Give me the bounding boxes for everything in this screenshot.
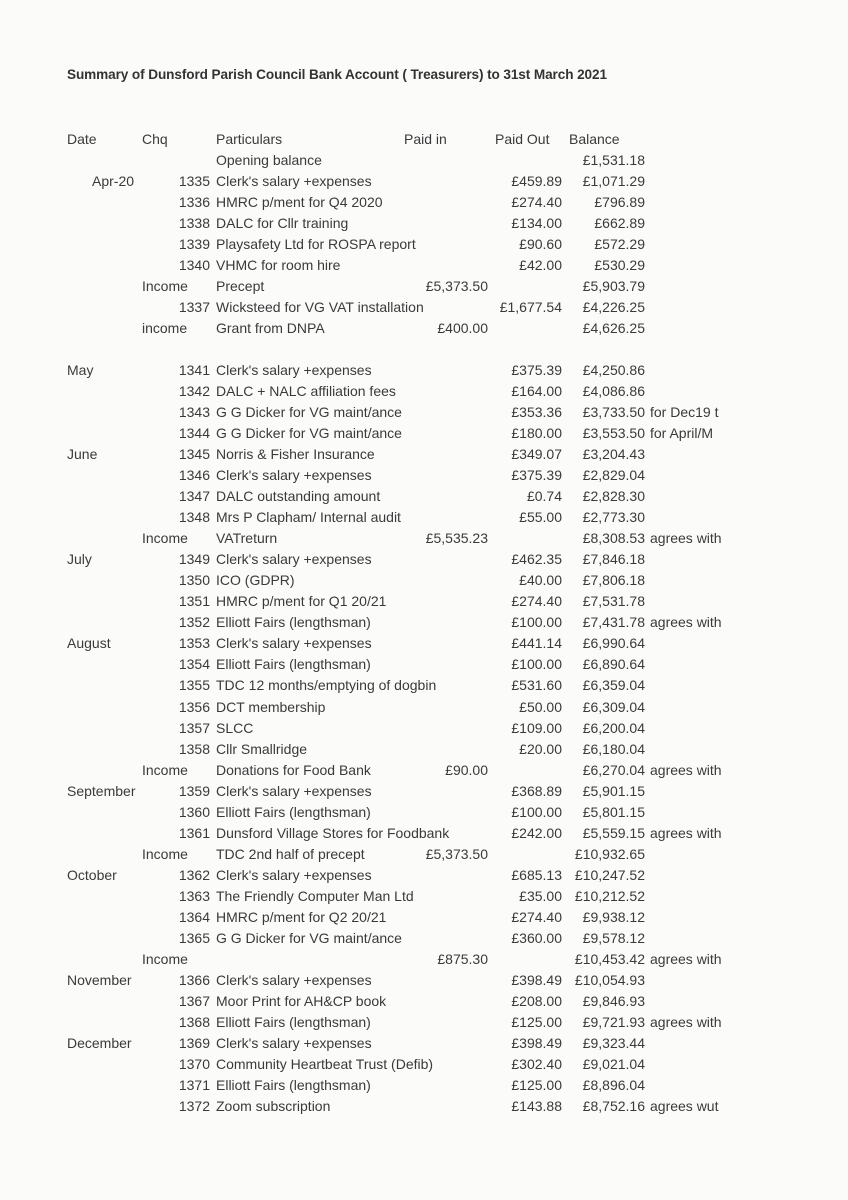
cell-particulars: The Friendly Computer Man Ltd: [216, 887, 414, 904]
cell-chq: 1352: [178, 614, 210, 631]
cell-balance: £9,846.93: [582, 992, 645, 1009]
cell-note: agrees wut: [650, 1097, 719, 1114]
cell-balance: £8,896.04: [582, 1076, 645, 1093]
table-row: [0, 633, 848, 653]
table-row: [0, 486, 848, 506]
cell-balance: £4,226.25: [582, 299, 645, 316]
cell-paid-out: £42.00: [519, 257, 562, 274]
cell-paid-out: £100.00: [511, 614, 562, 631]
cell-chq: 1355: [178, 677, 210, 694]
cell-particulars: Grant from DNPA: [216, 320, 325, 337]
cell-chq: 1348: [178, 509, 210, 526]
cell-particulars: DALC outstanding amount: [216, 488, 381, 505]
cell-particulars: Zoom subscription: [216, 1097, 331, 1114]
cell-balance: £9,721.93: [582, 1013, 645, 1030]
table-row: [0, 823, 848, 843]
table-row: [0, 1054, 848, 1074]
cell-particulars: Elliott Fairs (lengthsman): [216, 1013, 371, 1030]
cell-date: November: [67, 971, 132, 988]
cell-particulars: Precept: [216, 278, 265, 295]
cell-paid-out: £531.60: [511, 677, 562, 694]
cell-paid-out: £459.89: [511, 173, 562, 190]
cell-particulars: Moor Print for AH&CP book: [216, 992, 387, 1009]
cell-chq: 1371: [178, 1076, 210, 1093]
table-row: [0, 949, 848, 969]
cell-particulars: Clerk's salary +expenses: [216, 1034, 372, 1051]
cell-balance: £2,773.30: [582, 509, 645, 526]
cell-particulars: Clerk's salary +expenses: [216, 971, 372, 988]
cell-chq: 1362: [178, 866, 210, 883]
cell-paid-out: £164.00: [511, 383, 562, 400]
cell-particulars: HMRC p/ment for Q2 20/21: [216, 908, 387, 925]
cell-particulars: Clerk's salary +expenses: [216, 467, 372, 484]
cell-chq: 1346: [178, 467, 210, 484]
table-header: [0, 129, 848, 149]
cell-chq: 1372: [178, 1097, 210, 1114]
table-row: [0, 192, 848, 212]
cell-balance: £572.29: [594, 236, 645, 253]
cell-balance: £6,270.04: [582, 761, 645, 778]
cell-note: agrees with: [650, 530, 722, 547]
cell-particulars: VHMC for room hire: [216, 257, 341, 274]
cell-balance: £8,308.53: [582, 530, 645, 547]
cell-paid-out: £134.00: [511, 215, 562, 232]
cell-paid-in: £5,373.50: [425, 278, 488, 295]
cell-balance: £3,553.50: [582, 425, 645, 442]
cell-balance: £7,531.78: [582, 593, 645, 610]
cell-note: for Dec19 t: [650, 404, 719, 421]
cell-paid-out: £55.00: [519, 509, 562, 526]
cell-chq: 1341: [178, 362, 210, 379]
cell-particulars: Clerk's salary +expenses: [216, 173, 372, 190]
cell-paid-out: £50.00: [519, 698, 562, 715]
cell-note: agrees with: [650, 1013, 722, 1030]
cell-balance: £5,903.79: [582, 278, 645, 295]
cell-chq: 1350: [178, 572, 210, 589]
table-row: [0, 928, 848, 948]
cell-paid-in: £875.30: [437, 950, 488, 967]
cell-particulars: Clerk's salary +expenses: [216, 362, 372, 379]
cell-particulars: SLCC: [216, 719, 254, 736]
cell-note: for April/M: [650, 425, 714, 442]
cell-chq: 1366: [178, 971, 210, 988]
cell-paid-out: £441.14: [511, 635, 562, 652]
cell-paid-out: £302.40: [511, 1055, 562, 1072]
cell-particulars: G G Dicker for VG maint/ance: [216, 404, 402, 421]
cell-chq: Income: [142, 950, 188, 967]
cell-note: agrees with: [650, 761, 722, 778]
cell-balance: £1,071.29: [582, 173, 645, 190]
cell-chq: Income: [142, 845, 188, 862]
cell-paid-out: £100.00: [511, 656, 562, 673]
table-row: [0, 276, 848, 296]
cell-paid-out: £368.89: [511, 782, 562, 799]
cell-date: Apr-20: [92, 173, 135, 190]
cell-balance: £2,829.04: [582, 467, 645, 484]
cell-date: August: [67, 635, 111, 652]
cell-particulars: TDC 2nd half of precept: [216, 845, 365, 862]
cell-paid-out: £125.00: [511, 1013, 562, 1030]
cell-paid-in: £5,373.50: [425, 845, 488, 862]
cell-particulars: TDC 12 months/emptying of dogbin: [216, 677, 437, 694]
cell-particulars: HMRC p/ment for Q4 2020: [216, 194, 383, 211]
cell-paid-out: £349.07: [511, 446, 562, 463]
cell-paid-out: £143.88: [511, 1097, 562, 1114]
cell-chq: 1347: [178, 488, 210, 505]
cell-note: agrees with: [650, 950, 722, 967]
cell-paid-out: £462.35: [511, 551, 562, 568]
cell-particulars: Clerk's salary +expenses: [216, 551, 372, 568]
cell-paid-out: £35.00: [519, 887, 562, 904]
cell-date: June: [67, 446, 98, 463]
cell-particulars: Donations for Food Bank: [216, 761, 371, 778]
cell-particulars: Elliott Fairs (lengthsman): [216, 656, 371, 673]
cell-particulars: DCT membership: [216, 698, 326, 715]
table-row: [0, 360, 848, 380]
cell-particulars: Dunsford Village Stores for Foodbank: [216, 824, 450, 841]
table-row: [0, 844, 848, 864]
header-particulars: Particulars: [216, 131, 283, 147]
table-row: [0, 1012, 848, 1032]
table-row: [0, 1096, 848, 1116]
cell-balance: £10,453.42: [574, 950, 645, 967]
cell-paid-out: £685.13: [511, 866, 562, 883]
cell-date: December: [67, 1034, 132, 1051]
cell-balance: £4,086.86: [582, 383, 645, 400]
table-row: [0, 739, 848, 759]
cell-particulars: Clerk's salary +expenses: [216, 782, 372, 799]
cell-chq: 1360: [178, 803, 210, 820]
cell-note: agrees with: [650, 614, 722, 631]
table-row: [0, 970, 848, 990]
table-row: [0, 444, 848, 464]
cell-particulars: ICO (GDPR): [216, 572, 295, 589]
cell-paid-out: £242.00: [511, 824, 562, 841]
cell-balance: £530.29: [594, 257, 645, 274]
cell-paid-out: £208.00: [511, 992, 562, 1009]
cell-chq: 1357: [178, 719, 210, 736]
cell-chq: 1343: [178, 404, 210, 421]
cell-balance: £5,901.15: [582, 782, 645, 799]
cell-balance: £7,806.18: [582, 572, 645, 589]
cell-particulars: Elliott Fairs (lengthsman): [216, 614, 371, 631]
cell-balance: £796.89: [594, 194, 645, 211]
table-row: [0, 213, 848, 233]
cell-chq: 1353: [178, 635, 210, 652]
cell-chq: 1340: [178, 257, 210, 274]
cell-balance: £9,938.12: [582, 908, 645, 925]
cell-balance: £9,578.12: [582, 929, 645, 946]
table-row: [0, 907, 848, 927]
cell-paid-in: £90.00: [445, 761, 488, 778]
table-row: [0, 150, 848, 170]
cell-balance: £6,180.04: [582, 740, 645, 757]
cell-paid-out: £274.40: [511, 194, 562, 211]
table-row: [0, 675, 848, 695]
cell-chq: 1351: [178, 593, 210, 610]
table-row: [0, 234, 848, 254]
table-row: [0, 1033, 848, 1053]
table-row: [0, 886, 848, 906]
cell-chq: 1344: [178, 425, 210, 442]
table-row: [0, 465, 848, 485]
cell-balance: £10,054.93: [574, 971, 645, 988]
table-row: [0, 507, 848, 527]
cell-balance: £6,890.64: [582, 656, 645, 673]
header-chq: Chq: [142, 131, 168, 147]
table-row: [0, 781, 848, 801]
cell-particulars: Wicksteed for VG VAT installation: [216, 299, 424, 316]
cell-balance: £10,212.52: [574, 887, 645, 904]
cell-balance: £10,247.52: [574, 866, 645, 883]
cell-chq: 1361: [178, 824, 210, 841]
table-row: [0, 423, 848, 443]
cell-particulars: HMRC p/ment for Q1 20/21: [216, 593, 387, 610]
table-row: [0, 549, 848, 569]
table-row: [0, 381, 848, 401]
cell-chq: 1345: [178, 446, 210, 463]
cell-note: agrees with: [650, 824, 722, 841]
cell-paid-out: £375.39: [511, 362, 562, 379]
cell-chq: 1369: [178, 1034, 210, 1051]
cell-particulars: Cllr Smallridge: [216, 740, 308, 757]
cell-particulars: Norris & Fisher Insurance: [216, 446, 375, 463]
cell-balance: £1,531.18: [582, 152, 645, 168]
cell-paid-in: £5,535.23: [425, 530, 488, 547]
cell-chq: 1365: [178, 929, 210, 946]
cell-balance: £5,801.15: [582, 803, 645, 820]
table-row: [0, 612, 848, 632]
cell-chq: Income: [142, 278, 188, 295]
cell-balance: £6,990.64: [582, 635, 645, 652]
table-row: [0, 697, 848, 717]
cell-chq: 1356: [178, 698, 210, 715]
cell-date: May: [67, 362, 94, 379]
cell-particulars: DALC for Cllr training: [216, 215, 349, 232]
cell-particulars: Clerk's salary +expenses: [216, 866, 372, 883]
cell-balance: £662.89: [594, 215, 645, 232]
table-row: [0, 654, 848, 674]
cell-chq: 1336: [178, 194, 210, 211]
cell-chq: 1359: [178, 782, 210, 799]
cell-paid-out: £375.39: [511, 467, 562, 484]
table-row: [0, 1075, 848, 1095]
cell-chq: 1354: [178, 656, 210, 673]
cell-balance: £7,846.18: [582, 551, 645, 568]
table-row: [0, 570, 848, 590]
cell-particulars: G G Dicker for VG maint/ance: [216, 929, 402, 946]
cell-chq: 1335: [178, 173, 210, 190]
cell-paid-out: £0.74: [526, 488, 562, 505]
cell-particulars: Elliott Fairs (lengthsman): [216, 803, 371, 820]
cell-particulars: Clerk's salary +expenses: [216, 635, 372, 652]
table-row: [0, 528, 848, 548]
cell-chq: 1342: [178, 383, 210, 400]
cell-chq: 1368: [178, 1013, 210, 1030]
cell-chq: 1370: [178, 1055, 210, 1072]
cell-chq: Income: [142, 761, 188, 778]
cell-date: September: [67, 782, 136, 799]
cell-paid-out: £90.60: [519, 236, 562, 253]
cell-paid-out: £125.00: [511, 1076, 562, 1093]
cell-paid-out: £353.36: [511, 404, 562, 421]
cell-chq: 1337: [178, 299, 210, 316]
cell-balance: £3,733.50: [582, 404, 645, 421]
header-balance: Balance: [569, 131, 620, 147]
cell-balance: £3,204.43: [582, 446, 645, 463]
header-paid-out: Paid Out: [495, 131, 550, 147]
cell-balance: £10,932.65: [574, 845, 645, 862]
cell-particulars: Elliott Fairs (lengthsman): [216, 1076, 371, 1093]
cell-particulars: Community Heartbeat Trust (Defib): [216, 1055, 434, 1072]
cell-particulars: Opening balance: [216, 152, 322, 168]
table-row: [0, 402, 848, 422]
cell-chq: 1338: [178, 215, 210, 232]
table-row: [0, 991, 848, 1011]
cell-particulars: Playsafety Ltd for ROSPA report: [216, 236, 416, 253]
cell-balance: £4,250.86: [582, 362, 645, 379]
cell-balance: £6,200.04: [582, 719, 645, 736]
cell-balance: £6,359.04: [582, 677, 645, 694]
header-paid-in: Paid in: [404, 131, 447, 147]
cell-paid-out: £1,677.54: [499, 299, 562, 316]
cell-chq: 1339: [178, 236, 210, 253]
cell-paid-out: £360.00: [511, 929, 562, 946]
cell-paid-out: £398.49: [511, 1034, 562, 1051]
cell-balance: £7,431.78: [582, 614, 645, 631]
table-row: [0, 591, 848, 611]
cell-paid-out: £180.00: [511, 425, 562, 442]
cell-particulars: Mrs P Clapham/ Internal audit: [216, 509, 401, 526]
cell-chq: 1367: [178, 992, 210, 1009]
cell-balance: £6,309.04: [582, 698, 645, 715]
cell-particulars: VATreturn: [216, 530, 278, 547]
cell-balance: £9,323.44: [582, 1034, 645, 1051]
cell-chq: 1349: [178, 551, 210, 568]
cell-date: October: [67, 866, 117, 883]
cell-balance: £8,752.16: [582, 1097, 645, 1114]
cell-paid-out: £40.00: [519, 572, 562, 589]
table-row: [0, 171, 848, 191]
cell-balance: £5,559.15: [582, 824, 645, 841]
cell-chq: 1364: [178, 908, 210, 925]
table-row: [0, 318, 848, 338]
document-title: Summary of Dunsford Parish Council Bank Account ( Treasurers) to 31st March 2021: [67, 67, 607, 82]
cell-paid-out: £109.00: [511, 719, 562, 736]
cell-balance: £9,021.04: [582, 1055, 645, 1072]
table-row: [0, 865, 848, 885]
cell-chq: Income: [142, 530, 188, 547]
cell-paid-out: £100.00: [511, 803, 562, 820]
cell-particulars: DALC + NALC affiliation fees: [216, 383, 396, 400]
cell-date: July: [67, 551, 92, 568]
cell-paid-out: £274.40: [511, 908, 562, 925]
table-row: [0, 802, 848, 822]
cell-paid-out: £20.00: [519, 740, 562, 757]
cell-balance: £2,828.30: [582, 488, 645, 505]
cell-chq: 1358: [178, 740, 210, 757]
cell-chq: income: [142, 320, 188, 337]
header-date: Date: [67, 131, 97, 147]
table-row: [0, 255, 848, 275]
table-row: [0, 297, 848, 317]
table-row: [0, 760, 848, 780]
cell-chq: 1363: [178, 887, 210, 904]
cell-paid-in: £400.00: [437, 320, 488, 337]
cell-paid-out: £398.49: [511, 971, 562, 988]
cell-paid-out: £274.40: [511, 593, 562, 610]
cell-balance: £4,626.25: [582, 320, 645, 337]
table-row: [0, 718, 848, 738]
cell-particulars: G G Dicker for VG maint/ance: [216, 425, 402, 442]
